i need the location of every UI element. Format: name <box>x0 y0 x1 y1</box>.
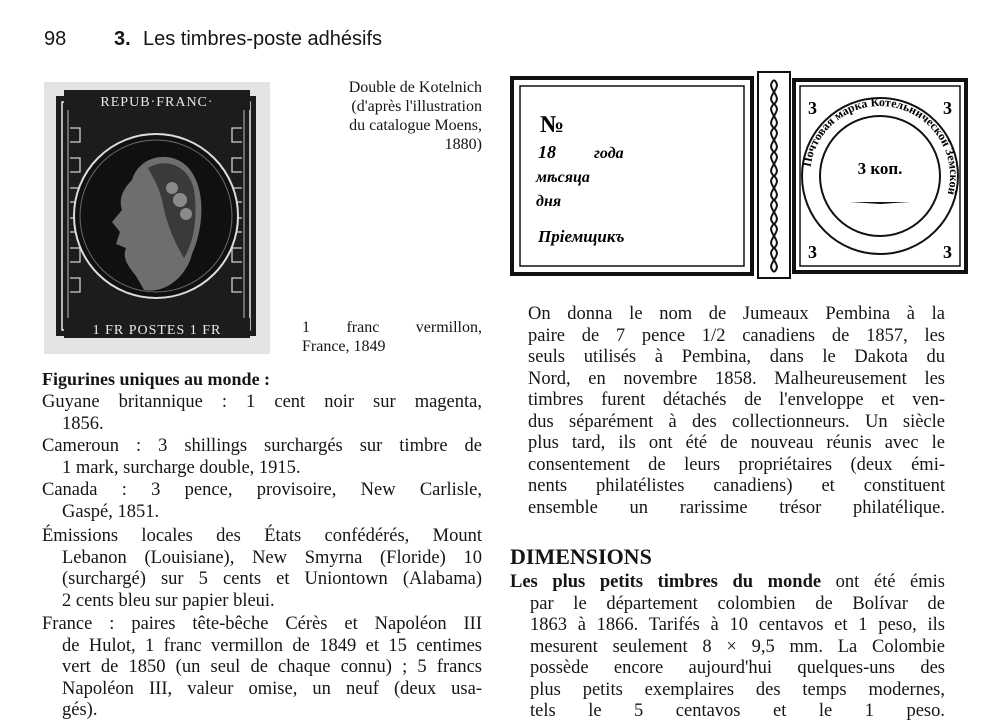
page-number: 98 <box>44 28 67 50</box>
corner-bottom-left: 3 <box>808 242 817 262</box>
kotelnich-stamp-illustration <box>510 70 970 280</box>
form-receiver-label: Пріемщикъ <box>538 227 625 246</box>
entry-guyane: Guyane britannique : 1 cent noir sur magenta, 1856. <box>42 392 482 434</box>
chapter-number: 3. <box>114 28 131 50</box>
form-number-sign: № <box>540 112 565 138</box>
dimensions-lead: Les plus petits timbres du monde <box>510 572 822 592</box>
entry-france: France : paires tête-bêche Cérès et Napoléon III de Hulot, 1 franc vermillon de 1849 et 15 centimes vert de 1850 (un seul de chaque connu) ; 5 francs Napoléon III, valeur omise, un neuf (deux usa- gés). <box>42 614 482 720</box>
form-month-label: мѣсяца <box>536 169 590 186</box>
corner-bottom-right: 3 <box>943 242 952 262</box>
entry-cameroun: Cameroun : 3 shillings surchargés sur timbre de 1 mark, surcharge double, 1915. <box>42 436 482 478</box>
entry-etats-confederes: Émissions locales des États confédérés, Mount Lebanon (Louisiane), New Smyrna (Floride) 10 (surchargé) sur 5 cents et Uniontown (Alabama) 2 cents bleu sur papier bleui. <box>42 526 482 611</box>
ceres-stamp-illustration <box>44 82 270 354</box>
entry-canada: Canada : 3 pence, provisoire, New Carlisle, Gaspé, 1851. <box>42 480 482 522</box>
dimensions-paragraph: Les plus petits timbres du monde ont été émis par le département colombien de Bolívar de 1863 à 1866. Tarifés à 10 centavos et 1 peso, ils mesurent seulement 8 × 9,5 mm. La Colombie possède encore aujourd'hui quelques-uns des plus petits exemplaires des temps modernes, tels le 5 centavos et le 1 peso. <box>510 572 945 721</box>
form-day-label: дня <box>536 193 562 210</box>
form-year-label: года <box>594 145 624 162</box>
dimensions-heading: DIMENSIONS <box>510 544 652 569</box>
ceres-top-text: REPUB·FRANC· <box>100 95 214 110</box>
kotelnich-caption: Double de Kotelnich (d'après l'illustration du catalogue Moens, 1880) <box>348 79 482 153</box>
corner-top-right: 3 <box>943 98 952 118</box>
ceres-bottom-text: 1 FR POSTES 1 FR <box>92 323 222 338</box>
pembina-paragraph: On donna le nom de Jumeaux Pembina à la paire de 7 pence 1/2 canadiens de 1857, les seuls utilisés à Pembina, dans le Dakota du Nord, en novembre 1858. Malheureusement les timbres furent détachés de l'enveloppe et ven- dus séparément à des collectionneurs. Un siècle plus tard, ils ont été de nouveau réunis avec le consentement de leurs propriétaires (deux émi- nents philatélistes canadiens) et constituent ensemble un rarissime trésor philatélique. <box>528 304 945 518</box>
stamp-value: 3 коп. <box>857 159 903 178</box>
unique-stamps-heading: Figurines uniques au monde : <box>42 369 271 389</box>
ceres-caption: 1 franc vermillon, France, 1849 <box>302 319 482 355</box>
form-year: 18 <box>538 142 556 162</box>
corner-top-left: 3 <box>808 98 817 118</box>
circle-inscription: Почтовая марка Котельнической Земской <box>799 94 962 197</box>
chapter-title: Les timbres-poste adhésifs <box>143 28 383 50</box>
